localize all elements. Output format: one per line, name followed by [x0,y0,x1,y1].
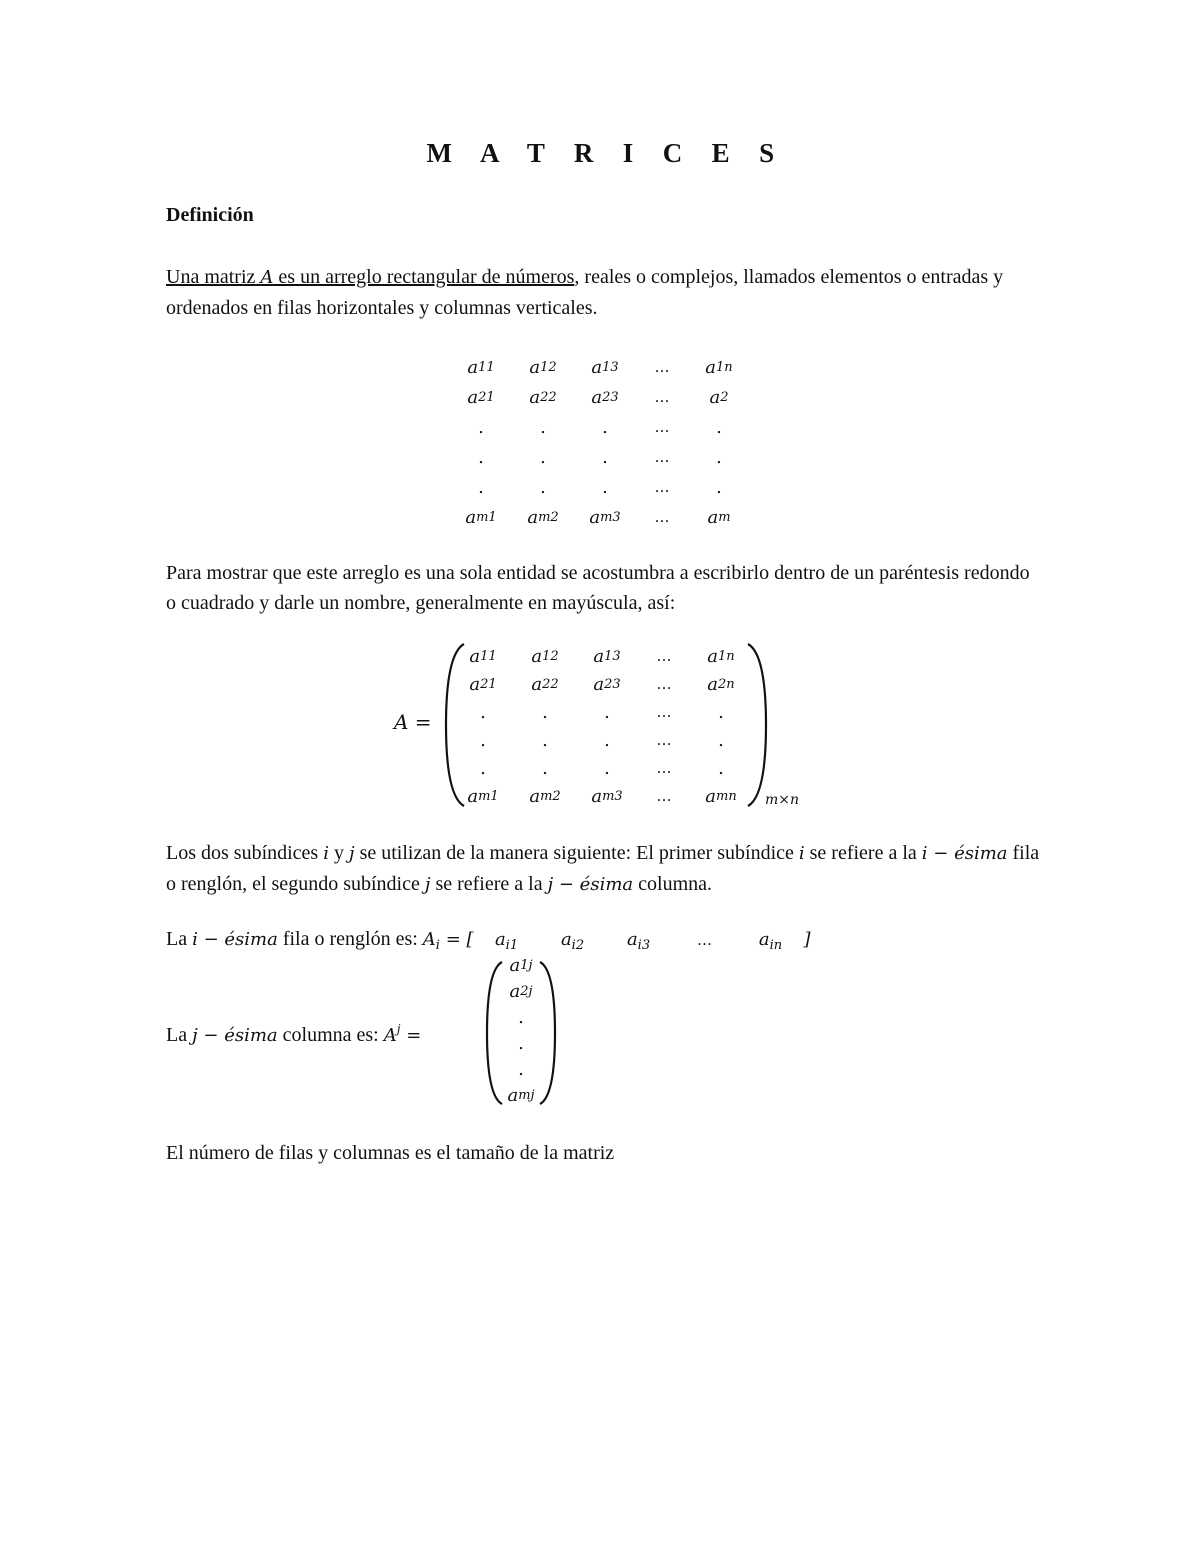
entry-base: . [604,701,610,723]
matrix-entry [688,472,750,502]
entry-subscript: 2j [520,983,533,999]
entry-base: … [654,358,670,376]
column-symbol-superscript: j [396,1022,401,1036]
matrix-entry [688,412,750,442]
i-esima: i − ésima [192,929,278,950]
entry-base: a [705,356,717,378]
matrix-entry [576,754,638,782]
subindices-paragraph [166,838,1046,900]
definition-rest: , reales o complejos, llamados elementos o entradas y ordenados en filas horizontales y columnas verticales. [166,266,1004,319]
row-entry [738,928,804,953]
column-definition [166,1022,421,1047]
text-segment: se refiere a la [804,842,922,864]
row-equals-bracket: = [ [439,929,474,950]
entry-base: a [529,386,541,408]
column-symbol: A [383,1025,397,1046]
matrix-entry [576,698,638,726]
row-entry [474,928,540,953]
j-esima: j − ésima [192,1025,278,1046]
index-i: i [798,843,805,864]
matrix-size-subscript: m×n [765,792,800,808]
matrix-entry [512,352,574,382]
matrix-entry [514,754,576,782]
entry-base: . [716,446,722,468]
i-esima: i − ésima [921,843,1008,864]
definition-paragraph [166,262,1036,323]
entry-subscript: in [769,938,783,953]
index-i: i [323,843,329,864]
row-symbol-subscript: i [435,938,440,953]
final-sentence: El número de filas y columnas es el tamaño de la matriz [166,1142,615,1164]
entry-base: a [469,645,481,667]
entry-base: . [718,757,724,779]
entry-base: a [529,785,541,807]
matrix-entry [450,382,512,412]
matrix-entry [638,754,690,782]
matrix-entry [636,472,688,502]
matrix-entry [512,472,574,502]
entry-base: a [593,673,605,695]
matrix-symbol-A: A [260,267,274,288]
matrix-entry [576,670,638,698]
entry-subscript: m3 [602,788,623,804]
entry-base: … [656,675,672,693]
definition-underlined: es un arreglo rectangular de números [273,266,575,288]
matrix-entry [514,670,576,698]
matrix-entry [688,352,750,382]
matrix-entry [688,442,750,472]
entry-base: a [507,1084,519,1106]
section-heading: Definición [166,204,254,226]
entry-base: . [540,476,546,498]
entry-base: . [604,757,610,779]
entry-base: . [716,416,722,438]
entry-base: a [589,506,601,528]
matrix-entry [450,442,512,472]
row-entry [672,928,738,951]
entry-base: a [467,356,479,378]
entry-base: a [705,785,717,807]
matrix-entry [512,442,574,472]
entry-subscript: m1 [476,509,497,525]
entry-subscript: 11 [478,359,495,375]
matrix-array-plain [450,352,750,532]
entry-base: . [540,446,546,468]
matrix-entry [636,502,688,532]
entry-subscript: mj [518,1087,535,1103]
entry-subscript: 21 [478,389,495,405]
definition-lead: Una matriz [166,266,256,288]
entry-base: a [591,386,603,408]
matrix-entry [638,782,690,810]
matrix-entry [452,642,514,670]
matrix-entry [638,698,690,726]
text-segment: La [166,1024,193,1046]
matrix-entry [512,412,574,442]
text-segment: La [166,928,193,950]
text-segment: y [328,842,349,864]
matrix-entry [576,782,638,810]
matrix-entry [688,382,750,412]
entry-subscript: 23 [602,389,619,405]
entry-base: a [591,356,603,378]
matrix-entry [514,782,576,810]
entry-subscript: 11 [480,648,497,664]
j-esima: j − ésima [547,874,634,895]
matrix-entry [636,412,688,442]
entry-subscript: 1n [718,648,735,664]
entry-base: … [656,703,672,721]
matrix-entry [450,472,512,502]
entry-base: . [518,1058,524,1080]
entry-base: … [654,448,670,466]
matrix-entry [574,442,636,472]
matrix-entry [576,642,638,670]
entry-base: a [758,929,770,950]
entry-base: . [716,476,722,498]
entry-base: a [626,929,638,950]
matrix-entry [638,726,690,754]
entry-base: a [593,645,605,667]
row-symbol: A [422,929,436,950]
matrix-entry [450,412,512,442]
entry-base: . [602,476,608,498]
entry-base: a [465,506,477,528]
matrix-entry [636,382,688,412]
entry-subscript: 2n [718,676,735,692]
entry-base: . [480,701,486,723]
paragraph-brackets: Para mostrar que este arreglo es una sola entidad se acostumbra a escribirlo dentro de un paréntesis redondo o cuadrado y darle un nombre, generalmente en mayúscula, así: [166,562,1030,614]
entry-subscript: m2 [538,509,559,525]
matrix-entry [636,352,688,382]
entry-subscript: 21 [480,676,497,692]
entry-subscript: i3 [637,938,651,953]
matrix-entry [512,382,574,412]
right-parenthesis-icon [742,640,772,810]
entry-subscript: m3 [600,509,621,525]
index-j: j [424,874,431,895]
matrix-entry [636,442,688,472]
matrix-entry [638,670,690,698]
entry-subscript: 22 [540,389,557,405]
entry-base: . [604,729,610,751]
entry-base: … [656,647,672,665]
entry-base: a [707,645,719,667]
text-segment: se utilizan de la manera siguiente: El primer subíndice [354,842,799,864]
entry-base: a [709,386,721,408]
column-equals: = [400,1025,422,1046]
entry-base: a [707,506,719,528]
matrix-entry [574,472,636,502]
entry-base: … [654,478,670,496]
matrix-array-parenthesized [452,642,752,810]
matrix-entry [514,698,576,726]
entry-base: . [542,729,548,751]
matrix-entry [638,642,690,670]
matrix-entry [450,352,512,382]
matrix-label: A = [394,710,432,734]
entry-base: a [469,673,481,695]
entry-base: . [480,757,486,779]
entry-base: … [654,418,670,436]
entry-subscript: 22 [542,676,559,692]
entry-base: . [478,476,484,498]
entry-subscript: 1j [520,957,533,973]
row-entry [540,928,606,953]
entry-base: a [560,929,572,950]
entry-base: . [602,416,608,438]
page-title: M A T R I C E S [426,138,786,168]
entry-base: … [656,787,672,805]
entry-subscript: 12 [540,359,557,375]
entry-subscript: 12 [542,648,559,664]
entry-subscript: 13 [604,648,621,664]
row-close-bracket: ] [803,929,811,950]
entry-subscript: 13 [602,359,619,375]
matrix-entry [512,502,574,532]
entry-base: . [542,757,548,779]
entry-base: . [602,446,608,468]
entry-base: . [478,416,484,438]
text-segment: fila o renglón, el segundo subíndice [166,842,1040,895]
entry-base: . [718,701,724,723]
matrix-entry [450,502,512,532]
entry-base: a [494,929,506,950]
entry-base: . [540,416,546,438]
column-right-parenthesis-icon [534,958,560,1108]
entry-base: . [478,446,484,468]
matrix-entry [574,412,636,442]
entry-base: . [518,1032,524,1054]
entry-subscript: 1n [716,359,733,375]
entry-subscript: i1 [505,938,519,953]
matrix-entry [574,382,636,412]
matrix-entry [514,642,576,670]
row-entries [474,928,804,953]
row-definition [166,928,811,953]
matrix-entry [452,782,514,810]
matrix-entry [452,698,514,726]
entry-base: . [518,1006,524,1028]
index-j: j [348,843,355,864]
text-segment: Los dos subíndices [166,842,324,864]
entry-base: a [467,386,479,408]
entry-base: a [509,954,521,976]
entry-base: a [531,673,543,695]
entry-base: a [531,645,543,667]
entry-base: a [509,980,521,1002]
text-segment: fila o renglón es: [277,928,423,950]
matrix-entry [452,726,514,754]
matrix-entry [452,754,514,782]
matrix-entry [452,670,514,698]
entry-base: … [697,931,713,949]
matrix-entry [688,502,750,532]
text-segment: columna es: [277,1024,384,1046]
matrix-entry [514,726,576,754]
entry-subscript: 23 [604,676,621,692]
row-entry [606,928,672,953]
entry-base: a [707,673,719,695]
matrix-entry [574,502,636,532]
entry-subscript: m1 [478,788,499,804]
entry-base: . [480,729,486,751]
entry-base: … [656,759,672,777]
entry-base: a [527,506,539,528]
entry-subscript: 2 [720,389,729,405]
matrix-entry [574,352,636,382]
entry-base: . [542,701,548,723]
entry-base: . [718,729,724,751]
text-segment: se refiere a la [430,873,548,895]
entry-base: a [591,785,603,807]
entry-subscript: m [718,509,731,525]
entry-base: … [654,388,670,406]
entry-base: … [656,731,672,749]
entry-subscript: m2 [540,788,561,804]
text-segment: columna. [633,873,713,895]
entry-subscript: mn [716,788,737,804]
entry-subscript: i2 [571,938,585,953]
matrix-entry [576,726,638,754]
entry-base: a [467,785,479,807]
entry-base: … [654,508,670,526]
entry-base: a [529,356,541,378]
